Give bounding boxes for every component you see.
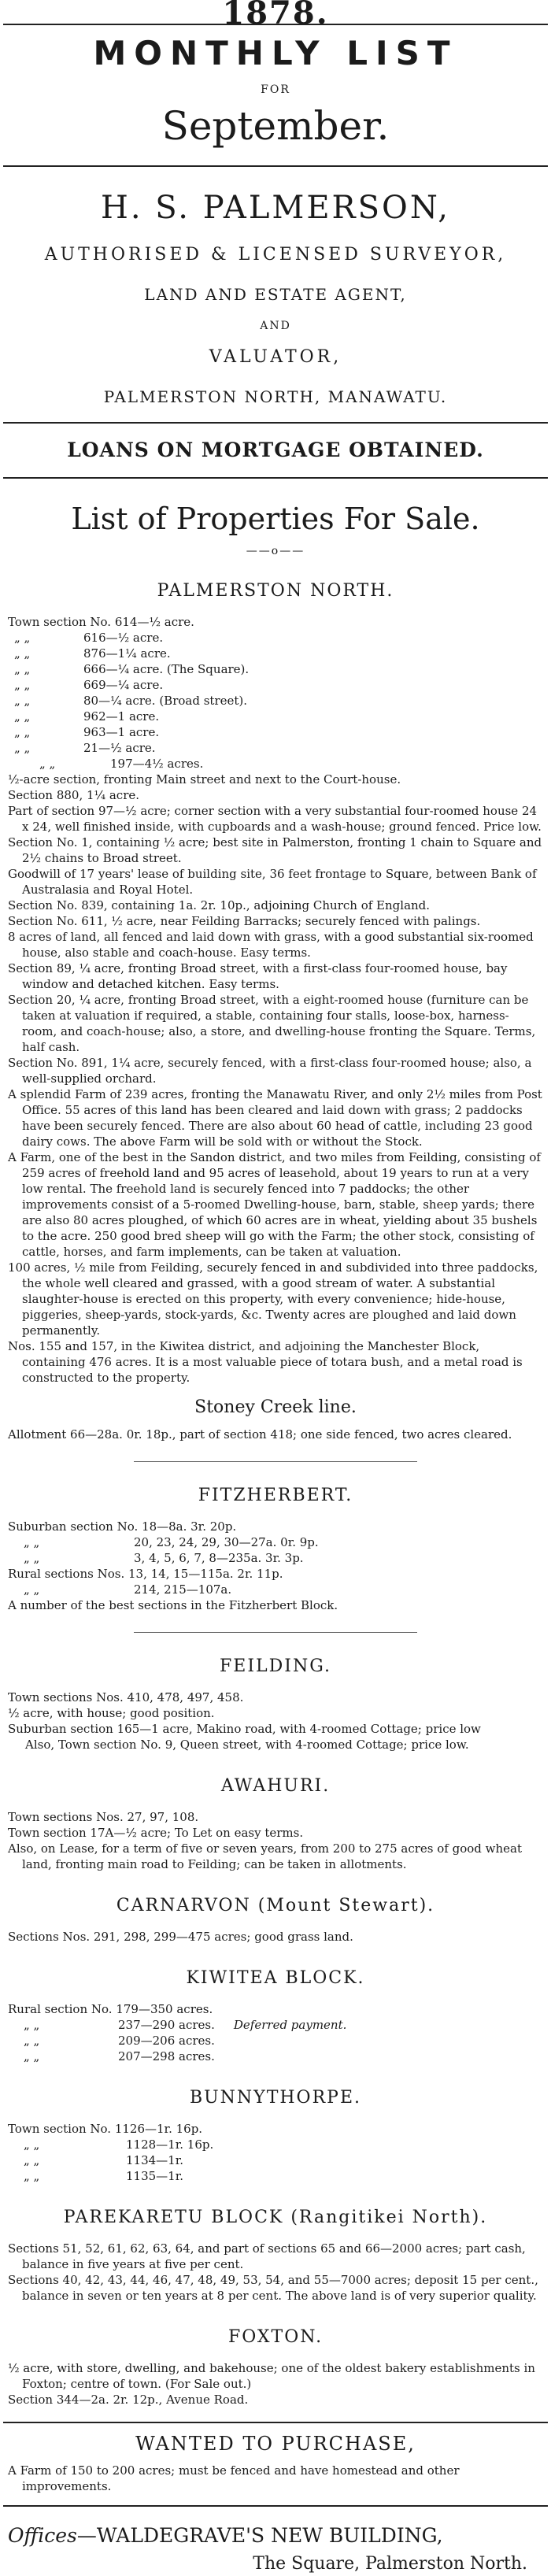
listing-paragraph: Sections Nos. 291, 298, 299—475 acres; good grass land. xyxy=(8,1930,353,1944)
monthly-list-title: MONTHLY LIST xyxy=(93,34,458,72)
list-item: „ „ 3, 4, 5, 6, 7, 8—235a. 3r. 3p. xyxy=(24,1551,304,1565)
offices-address: The Square, Palmerston North. xyxy=(253,2554,527,2574)
agent-name: H. S. PALMERSON, xyxy=(100,190,451,226)
section-heading: PAREKARETU BLOCK (Rangitikei North). xyxy=(63,2208,488,2227)
list-item: „ „ 209—206 acres. xyxy=(24,2034,215,2048)
listing-paragraph: Town sections Nos. 410, 478, 497, 458. xyxy=(8,1690,244,1704)
listing-paragraph: Section No. 611, ½ acre, near Feilding Barracks; securely fenced with palings. xyxy=(8,914,481,928)
section-heading: PALMERSTON NORTH. xyxy=(157,581,394,601)
list-item: „ „ 1134—1r. xyxy=(24,2153,184,2167)
listing-paragraph: Section 20, ¼ acre, fronting Broad street, with a eight-roomed house (furniture can be taken at valuation if required, a stable, containing four stalls, loose-box, harness-room, and coach-house; also, a store, and dwelling-house fronting the Square. Terms, half cash. xyxy=(8,993,536,1054)
list-title: List of Properties For Sale. xyxy=(71,502,480,536)
listing-paragraph: Section No. 891, 1¼ acre, securely fenced, with a first-class four-roomed house; also, a well-supplied orchard. xyxy=(8,1056,532,1086)
agent-role-line: LAND AND ESTATE AGENT, xyxy=(144,285,407,304)
divider xyxy=(3,2505,548,2507)
section-heading: KIWITEA BLOCK. xyxy=(186,1968,365,1988)
list-item: „ „ 666—¼ acre. (The Square). xyxy=(14,662,250,676)
agent-block xyxy=(0,186,551,411)
section-heading: FOXTON. xyxy=(227,2327,324,2347)
divider xyxy=(134,1461,417,1462)
list-item: „ „ 963—1 acre. xyxy=(14,725,160,739)
listing-paragraph: Section 344—2a. 2r. 12p., Avenue Road. xyxy=(8,2393,249,2407)
offices-label: Offices xyxy=(8,2524,77,2547)
and-label: AND xyxy=(260,320,291,332)
section-heading: FEILDING. xyxy=(220,1656,331,1676)
list-item: „ „ 237—290 acres. Deferred payment. xyxy=(24,2018,347,2032)
section-foxton xyxy=(0,2326,551,2408)
section-kiwitea xyxy=(0,1967,551,2064)
listing-paragraph: Nos. 155 and 157, in the Kiwitea district, and adjoining the Manchester Block, containing 476 acres. It is a most valuable piece of totara bush, and a metal road is constructed to the property. xyxy=(8,1339,523,1385)
offices-line xyxy=(8,2522,543,2549)
section-awahuri xyxy=(0,1775,551,1872)
divider xyxy=(3,422,548,424)
town-sections-list xyxy=(8,614,543,1386)
month-title: September. xyxy=(161,103,390,149)
for-label: FOR xyxy=(261,83,290,96)
listing-paragraph: Town section 17A—½ acre; To Let on easy terms. xyxy=(8,1826,304,1840)
divider xyxy=(134,1632,417,1633)
listing-paragraph: Section 880, 1¼ acre. xyxy=(8,788,140,802)
year-heading: 1878. xyxy=(222,0,329,24)
listing-paragraph: 100 acres, ½ mile from Feilding, securely fenced in and subdivided into three paddocks, the whole well cleared and grassed, with a good stream of water. A substantial slaughter-house is erected on this property, with every convenience; hide-house, piggeries, sheep-yards, stock-yards, &c. Twenty acres are ploughed and laid down permanently. xyxy=(8,1260,538,1338)
section-heading: FITZHERBERT. xyxy=(198,1486,353,1505)
listing-paragraph: Part of section 97—½ acre; corner section with a very substantial four-roomed house 24 x 24, well finished inside, with cupboards and a wash-house; ground fenced. Price low. xyxy=(8,804,542,834)
list-item: „ „ 20, 23, 24, 29, 30—27a. 0r. 9p. xyxy=(24,1535,319,1549)
listing-paragraph: ½ acre, with house; good position. xyxy=(8,1706,215,1720)
listing-paragraph: A Farm, one of the best in the Sandon district, and two miles from Feilding, consisting of 259 acres of freehold land and 95 acres of leasehold, about 19 years to run at a very low rental. The freehold land is securely fenced into 7 paddocks; the other improvements consist of a 5-roomed Dwelling-house, barn, stable, sheep yards; there are also 80 acres ploughed, of which 60 acres are in wheat, yielding about 35 bushels to the acre. 250 good bred sheep will go with the Farm; the other stock, consisting of cattle, horses, and farm implements, can be taken at valuation. xyxy=(8,1150,541,1259)
list-item: „ „ 80—¼ acre. (Broad street). xyxy=(14,694,248,708)
section-feilding xyxy=(0,1655,551,1752)
listing-paragraph: 8 acres of land, all fenced and laid down with grass, with a good substantial six-roomed house, also stable and coach-house. Easy terms. xyxy=(8,930,534,960)
listing-paragraph: Also, Town section No. 9, Queen street, with 4-roomed Cottage; price low. xyxy=(25,1738,469,1752)
list-item: „ „ 1128—1r. 16p. xyxy=(24,2137,214,2152)
listing-paragraph: Sections 51, 52, 61, 62, 63, 64, and part of sections 65 and 66—2000 acres; part cash, balance in five years at five per cent. xyxy=(8,2241,526,2271)
list-item: Rural section No. 179—350 acres. xyxy=(8,2002,213,2016)
section-heading: CARNARVON (Mount Stewart). xyxy=(116,1896,435,1915)
list-item: Town section No. 1126—1r. 16p. xyxy=(8,2122,203,2136)
list-item: „ „ 1135—1r. xyxy=(24,2169,184,2183)
list-item: A number of the best sections in the Fitzherbert Block. xyxy=(8,1598,338,1612)
section-bunnythorpe xyxy=(0,2086,551,2184)
list-item: Town section No. 614—½ acre. xyxy=(8,615,194,629)
section-palmerston xyxy=(0,579,551,1442)
listing-paragraph: Sections 40, 42, 43, 44, 46, 47, 48, 49, 53, 54, and 55—7000 acres; deposit 15 per cent., balance in seven or ten years at 8 per cent. The above land is of very superior quality. xyxy=(8,2273,538,2303)
masthead xyxy=(0,0,551,167)
listing-paragraph: ½ acre, with store, dwelling, and bakehouse; one of the oldest bakery establishments in Foxton; centre of town. (For Sale out.) xyxy=(8,2361,535,2391)
divider xyxy=(3,165,548,167)
divider xyxy=(3,24,548,25)
agent-address: PALMERSTON NORTH, MANAWATU. xyxy=(103,387,448,406)
listing-paragraph: A Farm of 150 to 200 acres; must be fenced and have homestead and other improvements. xyxy=(8,2463,460,2493)
section-carnarvon xyxy=(0,1894,551,1945)
subsection-heading: Stoney Creek line. xyxy=(194,1397,357,1417)
section-heading: BUNNYTHORPE. xyxy=(189,2088,362,2108)
listing-paragraph: Suburban section 165—1 acre, Makino road, with 4-roomed Cottage; price low xyxy=(8,1722,481,1736)
listing-paragraph: Section No. 839, containing 1a. 2r. 10p., adjoining Church of England. xyxy=(8,898,431,912)
section-heading: AWAHURI. xyxy=(220,1776,331,1796)
section-fitzherbert xyxy=(0,1484,551,1613)
ornament: ——o—— xyxy=(246,545,305,557)
list-item: „ „ 207—298 acres. xyxy=(24,2049,215,2063)
list-item: „ „ 876—1¼ acre. xyxy=(14,646,171,661)
list-item: „ „ 21—½ acre. xyxy=(14,741,156,755)
listing-paragraph: Town sections Nos. 27, 97, 108. xyxy=(8,1810,199,1824)
list-item: Rural sections Nos. 13, 14, 15—115a. 2r. 11p. xyxy=(8,1567,283,1581)
listing-paragraph: Section No. 1, containing ½ acre; best site in Palmerston, fronting 1 chain to Square and 2½ chains to Broad street. xyxy=(8,835,542,865)
listing-paragraph: Also, on Lease, for a term of five or seven years, from 200 to 275 acres of good wheat land, fronting main road to Feilding; can be taken in allotments. xyxy=(8,1841,522,1871)
divider xyxy=(3,477,548,479)
listing-paragraph: ½-acre section, fronting Main street and next to the Court-house. xyxy=(8,772,401,786)
list-item: „ „ 669—¼ acre. xyxy=(14,678,164,692)
section-wanted xyxy=(0,2431,551,2494)
list-item: Suburban section No. 18—8a. 3r. 20p. xyxy=(8,1519,237,1534)
agent-title-line: AUTHORISED & LICENSED SURVEYOR, xyxy=(44,245,507,265)
listing-paragraph: A splendid Farm of 239 acres, fronting the Manawatu River, and only 2½ miles from Post Office. 55 acres of this land has been cleared and laid down with grass; 2 paddocks have been securely fenced. There are also about 60 head of cattle, including 23 good dairy cows. The above Farm will be sold with or without the Stock. xyxy=(8,1087,542,1149)
section-parekaretu xyxy=(0,2206,551,2304)
list-item: „ „ 197—4½ acres. xyxy=(39,757,204,771)
valuator-line: VALUATOR, xyxy=(209,347,342,367)
listing-paragraph: Goodwill of 17 years' lease of building site, 36 feet frontage to Square, between Bank of Australasia and Royal Hotel. xyxy=(8,867,537,897)
divider xyxy=(3,2422,548,2423)
section-heading: WANTED TO PURCHASE, xyxy=(135,2433,416,2455)
footer xyxy=(0,2522,551,2576)
list-item: „ „ 214, 215—107a. xyxy=(24,1582,232,1597)
listing-paragraph: Section 89, ¼ acre, fronting Broad street, with a first-class four-roomed house, bay window and detached kitchen. Easy terms. xyxy=(8,961,508,991)
list-item: „ „ 616—½ acre. xyxy=(14,631,164,645)
offices-text: —WALDEGRAVE'S NEW BUILDING, xyxy=(76,2524,443,2547)
list-item: „ „ 962—1 acre. xyxy=(14,709,160,724)
listing-paragraph: Allotment 66—28a. 0r. 18p., part of section 418; one side fenced, two acres cleared. xyxy=(8,1427,512,1442)
loans-banner: LOANS ON MORTGAGE OBTAINED. xyxy=(67,439,484,461)
